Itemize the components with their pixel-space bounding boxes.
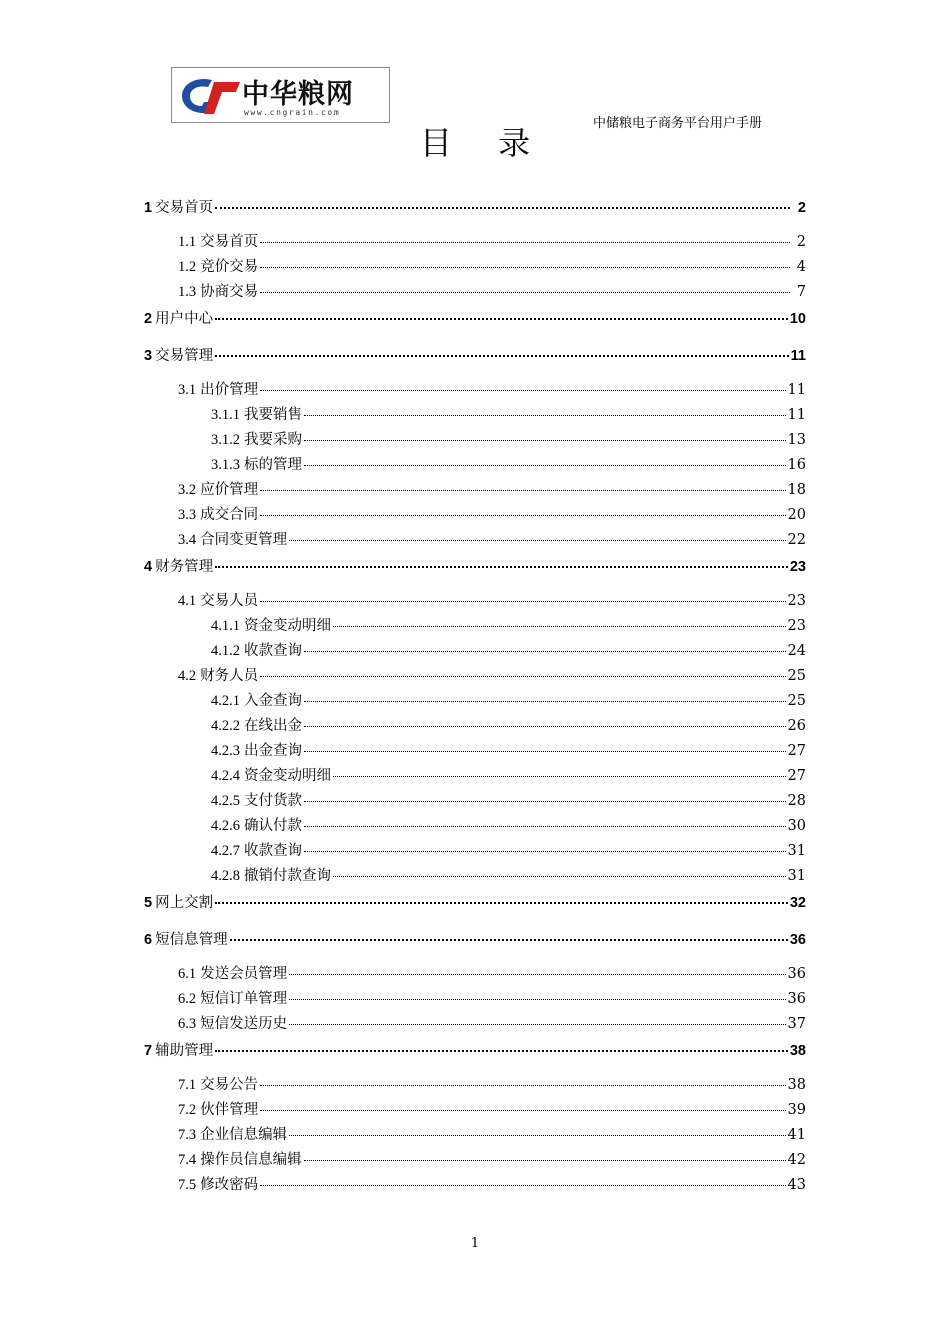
toc-entry-page: 18	[787, 482, 806, 498]
toc-dot-leader	[304, 651, 786, 652]
toc-entry[interactable]	[144, 1039, 806, 1061]
toc-entry-number: 7	[144, 1043, 153, 1059]
toc-entry[interactable]	[144, 928, 806, 950]
toc-entry-label: 资金变动明细	[244, 768, 331, 784]
page-number: 1	[470, 1236, 480, 1251]
toc-entry-label: 确认付款	[244, 818, 302, 834]
toc-dot-leader	[304, 701, 786, 702]
toc-entry-number: 1.3	[178, 284, 197, 300]
toc-entry-number: 7.2	[178, 1102, 197, 1118]
toc-entry-page: 28	[787, 793, 806, 809]
toc-entry[interactable]	[144, 891, 806, 913]
toc-entry-label: 合同变更管理	[200, 532, 288, 548]
toc-entry-page: 36	[787, 991, 806, 1007]
toc-dot-leader	[304, 801, 786, 802]
toc-entry-label: 操作员信息编辑	[200, 1152, 302, 1168]
toc-entry-page: 11	[790, 348, 806, 364]
toc-entry-page: 42	[787, 1152, 806, 1168]
toc-dot-leader	[260, 1185, 785, 1186]
toc-entry-label: 协商交易	[200, 284, 259, 300]
toc-entry-page: 31	[787, 843, 806, 859]
toc-entry-page: 23	[787, 593, 806, 609]
toc-entry[interactable]	[178, 280, 806, 302]
toc-entry-number: 4.2.7	[211, 843, 240, 859]
toc-entry[interactable]	[178, 528, 806, 550]
toc-entry[interactable]	[211, 453, 806, 475]
toc-dot-leader	[304, 465, 786, 466]
toc-entry-page: 20	[787, 507, 806, 523]
toc-entry-page: 24	[787, 643, 806, 659]
toc-entry-number: 4	[144, 559, 153, 575]
toc-entry-page: 26	[787, 718, 806, 734]
toc-entry-page: 27	[787, 743, 806, 759]
toc-entry-page: 37	[787, 1016, 806, 1032]
toc-entry-label: 修改密码	[200, 1177, 259, 1193]
toc-entry-label: 撤销付款查询	[244, 868, 331, 884]
toc-entry-label: 我要采购	[244, 432, 302, 448]
toc-entry-label: 竞价交易	[200, 259, 259, 275]
toc-entry[interactable]	[178, 664, 806, 686]
toc-dot-leader	[304, 726, 786, 727]
toc-entry[interactable]	[178, 1073, 806, 1095]
toc-entry[interactable]	[178, 1098, 806, 1120]
toc-entry[interactable]	[178, 378, 806, 400]
toc-entry-number: 4.1	[178, 593, 197, 609]
toc-entry-label: 交易首页	[155, 200, 214, 216]
toc-entry-page: 25	[787, 693, 806, 709]
toc-entry-page: 39	[787, 1102, 806, 1118]
toc-entry-page: 38	[787, 1077, 806, 1093]
toc-entry-label: 短信订单管理	[200, 991, 288, 1007]
toc-entry-page: 30	[787, 818, 806, 834]
toc-entry-label: 应价管理	[200, 482, 259, 498]
toc-dot-leader	[215, 318, 788, 320]
toc-entry[interactable]	[178, 478, 806, 500]
toc-entry-page: 23	[787, 618, 806, 634]
toc-dot-leader	[333, 626, 786, 627]
toc-entry-label: 出金查询	[244, 743, 302, 759]
toc-dot-leader	[304, 751, 786, 752]
toc-dot-leader	[304, 440, 786, 441]
toc-entry[interactable]	[178, 987, 806, 1009]
toc-entry-label: 标的管理	[244, 457, 302, 473]
toc-dot-leader	[260, 1085, 785, 1086]
logo-name: 中华粮网	[242, 79, 354, 110]
toc-entry-page: 7	[796, 284, 806, 300]
toc-entry-label: 网上交割	[155, 895, 214, 911]
toc-entry-number: 6	[144, 932, 153, 948]
toc-entry-number: 2	[144, 311, 153, 327]
toc-entry-label: 入金查询	[244, 693, 302, 709]
toc-entry-number: 6.2	[178, 991, 197, 1007]
toc-entry-label: 短信发送历史	[200, 1016, 288, 1032]
toc-entry[interactable]	[178, 1148, 806, 1170]
toc-dot-leader	[304, 851, 786, 852]
toc-entry[interactable]	[211, 614, 806, 636]
document-header: 中储粮电子商务平台用户手册	[593, 116, 763, 131]
toc-entry-label: 交易公告	[200, 1077, 259, 1093]
logo-url: www.cngrain.com	[244, 108, 341, 117]
toc-entry-number: 3.2	[178, 482, 197, 498]
toc-title: 目 录	[419, 124, 549, 162]
toc-entry-number: 4.2.3	[211, 743, 240, 759]
toc-entry-number: 7.5	[178, 1177, 197, 1193]
toc-dot-leader	[289, 1135, 785, 1136]
toc-entry[interactable]	[178, 589, 806, 611]
toc-entry-page: 43	[787, 1177, 806, 1193]
toc-entry[interactable]	[211, 689, 806, 711]
toc-entry[interactable]	[178, 1123, 806, 1145]
toc-entry-label: 在线出金	[244, 718, 302, 734]
toc-entry-number: 4.1.2	[211, 643, 240, 659]
toc-dot-leader	[215, 566, 788, 568]
toc-entry[interactable]	[144, 196, 806, 218]
toc-entry-number: 4.1.1	[211, 618, 240, 634]
toc-dot-leader	[260, 292, 790, 293]
toc-dot-leader	[260, 1110, 785, 1111]
toc-entry-label: 企业信息编辑	[200, 1127, 288, 1143]
toc-entry-page: 13	[787, 432, 806, 448]
toc-entry[interactable]	[178, 962, 806, 984]
toc-entry-label: 收款查询	[244, 643, 302, 659]
toc-entry[interactable]	[211, 839, 806, 861]
toc-dot-leader	[289, 999, 785, 1000]
toc-entry-number: 4.2.1	[211, 693, 240, 709]
toc-entry-page: 22	[787, 532, 806, 548]
toc-entry-number: 1.1	[178, 234, 197, 250]
toc-entry-number: 1	[144, 200, 153, 216]
toc-entry-number: 7.3	[178, 1127, 197, 1143]
toc-entry-label: 财务管理	[155, 559, 214, 575]
toc-dot-leader	[215, 207, 790, 209]
toc-entry[interactable]	[144, 555, 806, 577]
toc-entry-number: 4.2.5	[211, 793, 240, 809]
toc-dot-leader	[260, 490, 785, 491]
toc-entry-label: 成交合同	[200, 507, 259, 523]
toc-entry[interactable]	[178, 503, 806, 525]
toc-entry-number: 4.2	[178, 668, 197, 684]
toc-entry-page: 16	[787, 457, 806, 473]
toc-dot-leader	[304, 415, 786, 416]
toc-entry-number: 3.3	[178, 507, 197, 523]
toc-entry-number: 4.2.8	[211, 868, 240, 884]
toc-entry-label: 伙伴管理	[200, 1102, 259, 1118]
toc-entry[interactable]	[211, 814, 806, 836]
toc-dot-leader	[289, 1024, 785, 1025]
toc-entry-label: 我要销售	[244, 407, 302, 423]
toc-entry[interactable]	[211, 714, 806, 736]
toc-entry-number: 7.1	[178, 1077, 197, 1093]
toc-dot-leader	[289, 974, 785, 975]
toc-entry[interactable]	[211, 739, 806, 761]
toc-dot-leader	[260, 515, 785, 516]
toc-entry-number: 3.1.2	[211, 432, 240, 448]
toc-entry-page: 36	[787, 966, 806, 982]
toc-entry-label: 发送会员管理	[200, 966, 288, 982]
toc-entry-label: 短信息管理	[155, 932, 228, 948]
toc-dot-leader	[304, 1160, 786, 1161]
toc-dot-leader	[260, 676, 785, 677]
toc-entry-page: 36	[789, 932, 806, 948]
toc-entry-label: 辅助管理	[155, 1043, 214, 1059]
toc-entry[interactable]	[211, 789, 806, 811]
toc-entry-label: 支付货款	[244, 793, 302, 809]
toc-entry-page: 11	[787, 407, 806, 423]
toc-dot-leader	[304, 826, 786, 827]
toc-entry-number: 5	[144, 895, 153, 911]
toc-entry-page: 10	[789, 311, 806, 327]
toc-entry-label: 出价管理	[200, 382, 259, 398]
toc-entry-label: 收款查询	[244, 843, 302, 859]
toc-dot-leader	[260, 390, 785, 391]
toc-entry-number: 6.1	[178, 966, 197, 982]
toc-entry-page: 25	[787, 668, 806, 684]
toc-entry[interactable]	[178, 1012, 806, 1034]
toc-entry-page: 38	[789, 1043, 806, 1059]
toc-entry-number: 4.2.6	[211, 818, 240, 834]
toc-entry-page: 27	[787, 768, 806, 784]
toc-entry-number: 4.2.4	[211, 768, 240, 784]
toc-entry-number: 6.3	[178, 1016, 197, 1032]
toc-entry[interactable]	[144, 344, 806, 366]
toc-entry[interactable]	[178, 255, 806, 277]
toc-entry[interactable]	[211, 764, 806, 786]
toc-entry-page: 32	[789, 895, 806, 911]
toc-entry-label: 交易人员	[200, 593, 259, 609]
toc-entry-number: 3.4	[178, 532, 197, 548]
toc-entry[interactable]	[211, 864, 806, 886]
toc-entry-number: 3.1.1	[211, 407, 240, 423]
toc-dot-leader	[215, 355, 789, 357]
toc-dot-leader	[333, 776, 786, 777]
toc-entry-page: 4	[796, 259, 806, 275]
toc-entry-number: 3.1.3	[211, 457, 240, 473]
toc-entry[interactable]	[211, 403, 806, 425]
toc-dot-leader	[260, 601, 785, 602]
toc-entry-number: 7.4	[178, 1152, 197, 1168]
toc-entry[interactable]	[178, 1173, 806, 1195]
toc-entry-page: 23	[789, 559, 806, 575]
toc-entry-number: 1.2	[178, 259, 197, 275]
toc-entry[interactable]	[178, 230, 806, 252]
toc-dot-leader	[260, 242, 790, 243]
toc-entry-number: 3.1	[178, 382, 197, 398]
toc-entry-page: 11	[787, 382, 806, 398]
toc-entry-label: 财务人员	[200, 668, 259, 684]
toc-dot-leader	[260, 267, 790, 268]
toc-dot-leader	[215, 1050, 788, 1052]
toc-dot-leader	[289, 540, 785, 541]
toc-entry-label: 交易管理	[155, 348, 214, 364]
toc-entry-number: 4.2.2	[211, 718, 240, 734]
toc-entry-page: 2	[796, 234, 806, 250]
toc-entry-page: 31	[787, 868, 806, 884]
toc-entry-number: 3	[144, 348, 153, 364]
toc-entry-label: 交易首页	[200, 234, 259, 250]
toc-entry[interactable]	[144, 307, 806, 329]
toc-entry-label: 用户中心	[155, 311, 214, 327]
toc-dot-leader	[333, 876, 786, 877]
toc-entry-page: 41	[787, 1127, 806, 1143]
toc-entry[interactable]	[211, 639, 806, 661]
toc-entry-label: 资金变动明细	[244, 618, 331, 634]
toc-dot-leader	[215, 902, 788, 904]
toc-entry[interactable]	[211, 428, 806, 450]
toc-entry-page: 2	[797, 200, 806, 216]
toc-dot-leader	[230, 939, 788, 941]
